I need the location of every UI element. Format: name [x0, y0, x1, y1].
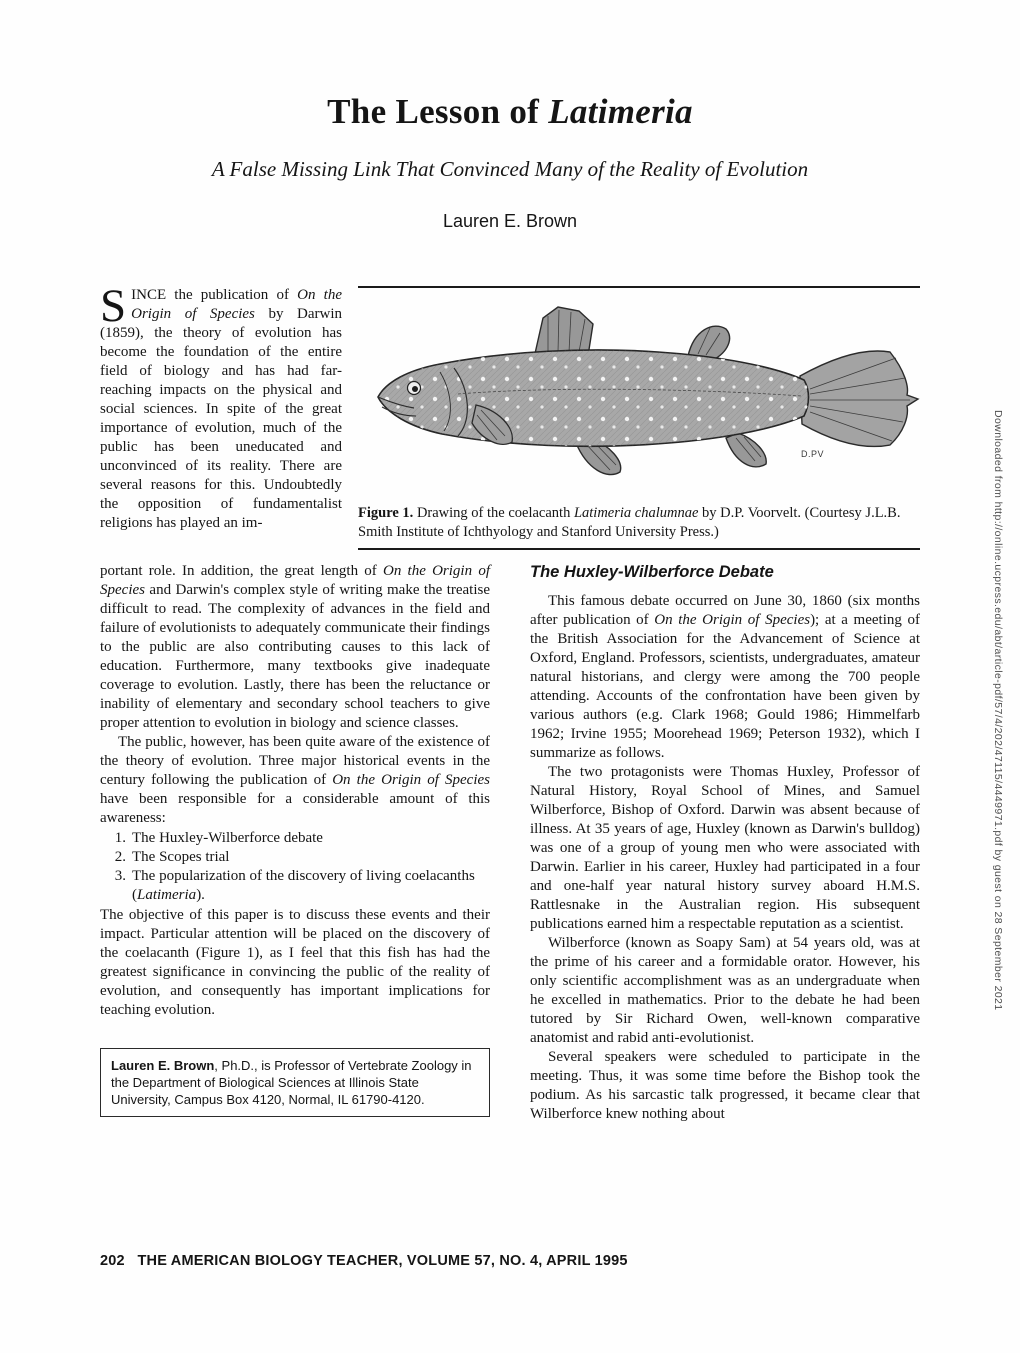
coelacanth-illustration-svg [358, 293, 920, 501]
article-subtitle: A False Missing Link That Convinced Many of the Reality of Evolution [211, 157, 809, 181]
left-column [100, 562, 490, 1124]
author-name: Lauren E. Brown [442, 211, 578, 231]
section-heading: The Huxley-Wilberforce Debate [530, 563, 774, 581]
artist-signature: D.PV [800, 449, 824, 459]
figure-caption: Figure 1. Drawing of the coelacanth Latimeria chalumnae by D.P. Voorvelt. (Courtesy J.L.B. Smith Institute of Ichthyology and Stanford University Press.) [358, 505, 901, 540]
coelacanth-drawing [358, 293, 920, 501]
author-note-box: Lauren E. Brown, Ph.D., is Professor of Vertebrate Zoology in the Department of Biological Sciences at Illinois State University, Campus Box 4120, Normal, IL 61790-4120. [100, 1048, 490, 1117]
figure-top-rule [358, 286, 920, 288]
list-number: 1. [114, 830, 126, 846]
list-number: 3. [114, 868, 126, 884]
debate-paragraph: Several speakers were scheduled to participate in the meeting. Thus, it was some time before the Bishop took the podium. As his sarcastic talk progressed, it became clear that Wilberforce knew nothing about [530, 1049, 920, 1122]
list-item [108, 867, 490, 905]
article-title [0, 92, 1020, 132]
figure-bottom-rule [358, 548, 920, 550]
intro-narrow-column [100, 280, 342, 533]
awareness-paragraph: The public, however, has been quite aware of the existence of the theory of evolution. Three major historical events in the century following the publication of On the Origin of Species have been responsible for a considerable amount of this awareness: [100, 734, 490, 826]
download-watermark: Downloaded from http://online.ucpress.edu/abt/article-pdf/57/4/202/47115/4449971.pdf by guest on 28 September 2021 [992, 410, 1004, 1011]
list-text: The popularization of the discovery of living coelacanths (Latimeria). [132, 868, 475, 903]
list-number: 2. [114, 849, 126, 865]
top-section [100, 280, 920, 550]
intro-text-narrow: INCE the publication of On the Origin of Species by Darwin (1859), the theory of evolution has become the foundation of the entire field of biology and has had far-reaching impacts on the physical and social sciences. In spite of the great importance of evolution, much of the public has been uneducated and unconvinced of its reality. There are several reasons for this. Undoubtedly the opposition of fundamentalist religions has played an im- [100, 287, 342, 531]
debate-paragraph: The two protagonists were Thomas Huxley, Professor of Natural History, Royal School of Mines, and Samuel Wilberforce, Bishop of Oxford. Darwin was absent because of illness. At 35 years of age, Huxley (known as Darwin's bulldog) was one of a group of young men who were associated with Darwin. Earlier in his career, Huxley had participated in a four and one-half year natural history survey aboard H.M.S. Rattlesnake in the Australian region. His subsequent publications earned him a respectable reputation as a scientist. [530, 764, 920, 932]
right-column [530, 562, 920, 1124]
list-text: The Scopes trial [132, 849, 230, 865]
two-column-section [100, 562, 920, 1124]
figure-1 [358, 286, 920, 550]
article-title-italic: Latimeria [548, 92, 693, 131]
list-item [108, 848, 490, 867]
list-text: The Huxley-Wilberforce debate [132, 830, 323, 846]
article-title-plain: The Lesson of [327, 92, 549, 131]
journal-footer: 202 THE AMERICAN BIOLOGY TEACHER, VOLUME 57, NO. 4, APRIL 1995 [100, 1253, 628, 1269]
intro-continuation: portant role. In addition, the great length of On the Origin of Species and Darwin's complex style of writing make the treatise difficult to read. The complexity of advances in the field and failure of evolutionists to adequately communicate their findings to the public are also contributing causes to this lack of education. Furthermore, many textbooks give inadequate coverage to evolution. Lastly, there has been the reluctance or inability of elementary and secondary school teachers to give proper attention to evolution in biology and science classes. [100, 563, 490, 731]
list-item [108, 829, 490, 848]
objective-paragraph: The objective of this paper is to discuss these events and their impact. Particular attention will be placed on the discovery of the coelacanth (Figure 1), as I feel that this fish has had the greatest significance in convincing the public of the reality of evolution, and consequently has important implications for teaching evolution. [100, 907, 490, 1018]
event-list [108, 829, 490, 905]
article-body [100, 280, 920, 1124]
intro-paragraph [100, 280, 342, 533]
title-block [0, 0, 1020, 232]
debate-paragraph: This famous debate occurred on June 30, 1860 (six months after publication of On the Origin of Species); at a meeting of the British Association for the Advancement of Science at Oxford, England. Professors, scientists, undergraduates, amateur natural historians, and clergy were among the 700 people attending. Accounts of the confrontation have been given by various authors (e.g. Clark 1968; Gould 1986; Himmelfarb 1962; Irvine 1955; Moorehead 1969; Peterson 1932), which I summarize as follows. [530, 593, 920, 761]
debate-paragraph: Wilberforce (known as Soapy Sam) at 54 years old, was at the prime of his career and a formidable orator. However, his only scientific accomplishment was as an undergraduate when he excelled in mathematics. Prior to the debate he had been tutored by Sir Richard Owen, well-known comparative anatomist and rabid anti-evolutionist. [530, 935, 920, 1046]
drop-cap: S [100, 280, 127, 332]
